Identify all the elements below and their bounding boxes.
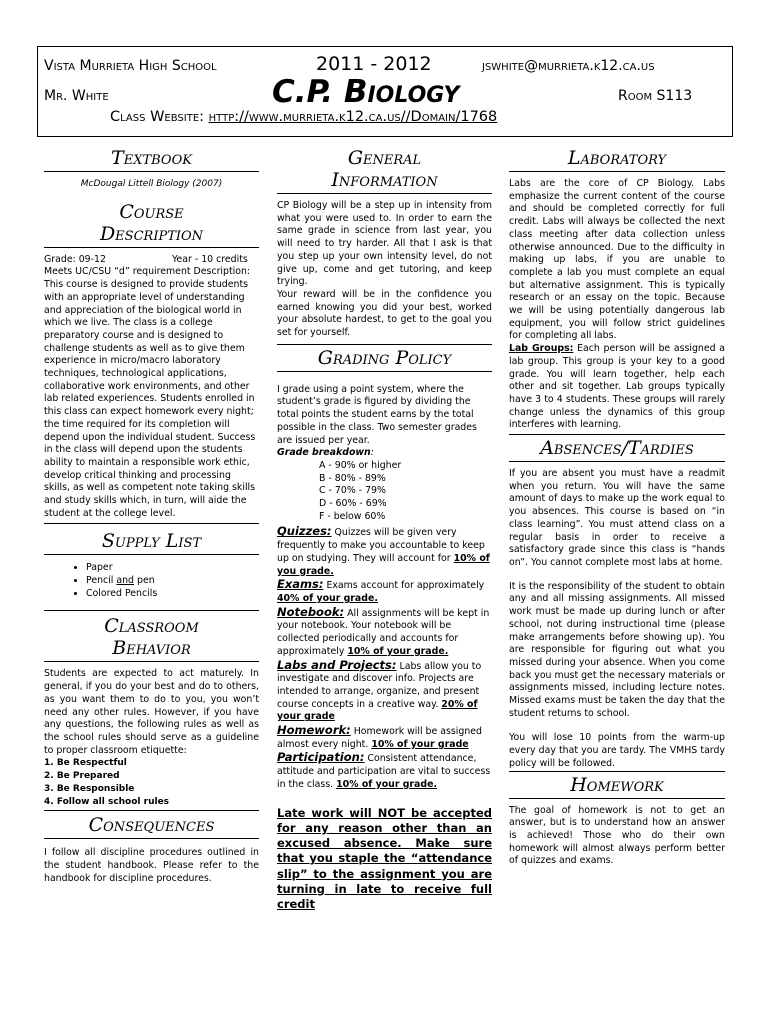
textbook-name: McDougal Littell Biology (2007)	[80, 179, 223, 189]
grade-row: C - 70% - 79%	[319, 485, 386, 497]
credits: Year - 10 credits	[172, 253, 248, 265]
grade-row: D - 60% - 69%	[319, 498, 387, 510]
participation-pct: 10% of your grade.	[336, 778, 438, 790]
behavior-heading-line2: Behavior	[112, 637, 191, 660]
course-heading-line1: Course	[119, 200, 184, 223]
notebook-paragraph	[277, 606, 492, 659]
course-heading-line2: Description	[99, 222, 204, 245]
quizzes-label: Quizzes:	[277, 524, 332, 539]
grade-row: A - 90% or higher	[319, 459, 402, 471]
homework-text: The goal of homework is not to get an answer, but is to understand how an answer is achieved! Those who do their own homework will almost always perform better of quizzes and exams.	[509, 804, 725, 867]
absences-text-1: If you are absent you must have a readmit when you return. You will have the same amount of days to make up the work equal to you absences. This course is based on “in class learning”. You must attend class on a regular basis in order to receive a satisfactory grade since this class is “hands on”. You cannot complete most labs at home.	[509, 468, 725, 568]
course-description-heading	[44, 201, 259, 248]
labs-pct: 20% of your grade	[277, 698, 478, 723]
lab-groups-paragraph	[509, 343, 725, 432]
right-column	[509, 147, 725, 868]
labs-label: Labs and Projects:	[277, 657, 397, 672]
breakdown-label-text: Grade breakdown	[277, 447, 371, 459]
grade-row: F - below 60%	[319, 510, 386, 522]
lab-groups-label: Lab Groups:	[509, 343, 574, 355]
homework-pct: 10% of your grade	[371, 738, 469, 750]
grading-text: I grade using a point system, where the student’s grade is figured by dividing the total points the student earns by the total possible in the class. Two semester grades are issued per year.	[277, 383, 477, 446]
behavior-text: Students are expected to act maturely. In general, if you do your best and do to others, as you want them to do to you, you won’t need any other rules. However, if you have any questions, the following rules as well as the school rules should serve as a guideline to proper classroom etiquette:	[44, 668, 259, 756]
middle-column	[277, 147, 492, 913]
room-number: Room S113	[618, 88, 693, 104]
textbook-heading: Textbook	[44, 147, 259, 172]
teacher-email: jswhite@murrieta.k12.ca.us	[482, 58, 655, 74]
quizzes-paragraph	[277, 525, 492, 578]
supply-text-underlined: and	[116, 575, 135, 587]
homework-label: Homework:	[277, 723, 351, 738]
quizzes-pct: 10% of you grade.	[277, 552, 490, 577]
website-label: Class Website:	[110, 109, 205, 125]
supply-text: pen	[134, 575, 155, 587]
grade-breakdown-label: Grade breakdown:	[277, 447, 374, 459]
teacher-name: Mr. White	[44, 88, 109, 104]
participation-text: Consistent attendance, attitude and participation are vital to success in the class.	[277, 753, 491, 790]
supply-item: • Paper	[86, 561, 259, 574]
notebook-text: All assignments will be kept in your notebook. Your notebook will be collected periodically and accounts for approximately	[277, 607, 490, 657]
homework-text: Homework will be assigned almost every night.	[277, 726, 482, 750]
supply-list-heading: Supply List	[44, 530, 259, 555]
general-heading-line2: Information	[331, 169, 438, 191]
absences-text-2: It is the responsibility of the student to obtain any and all missing assignments. All missed work must be made up during lunch or after school, not during instructional time (please make arrangements before showing up). You are responsible for figuring out what you missed during your absence. When you come back you must get the necessary materials or assignments missed, including lecture notes. Missed exams must be taken the day that the student returns to school.	[509, 580, 725, 719]
left-column	[44, 147, 259, 885]
participation-label: Participation:	[277, 750, 365, 765]
rule-item: 4. Follow all school rules	[44, 796, 259, 812]
participation-paragraph	[277, 751, 492, 791]
class-website	[110, 109, 497, 125]
supply-item: • Colored Pencils	[86, 587, 259, 600]
grade-breakdown-list	[277, 460, 492, 524]
rule-item: 3. Be Responsible	[44, 783, 135, 794]
exams-label: Exams:	[277, 577, 324, 592]
general-heading-line1: General	[347, 147, 422, 169]
supply-list	[44, 561, 259, 600]
supply-item	[86, 574, 259, 587]
classroom-behavior-heading	[44, 610, 259, 662]
labs-paragraph	[277, 659, 492, 725]
exams-paragraph	[277, 578, 492, 605]
exams-pct: 40% of your grade.	[277, 592, 378, 604]
quizzes-text: Quizzes will be given very frequently to make you accountable to keep up on studying. They will account for	[277, 527, 485, 564]
rule-item: 2. Be Prepared	[44, 771, 120, 782]
homework-paragraph	[277, 724, 492, 751]
laboratory-text: Labs are the core of CP Biology. Labs emphasize the current content of the course and should be completed correctly for full credit. Labs will always be collected the next class meeting after data collection unless otherwise announced. Due to the difficulty in making up labs, if you are unable to complete a lab you must complete an equal but alternative assignment. This is typically research or an essay on the topic. Because we will be using potentially dangerous lab equipment, you will follow strict guidelines for completing all labs.	[509, 178, 725, 342]
absences-tardies-heading: Absences/Tardies	[509, 434, 725, 462]
grade-level: Grade: 09-12	[44, 253, 106, 265]
rule-item: 1. Be Respectful	[44, 758, 127, 769]
general-text-2: Your reward will be in the confidence you earned knowing you did your best, worked your absolute hardest, to get to the goal you set for yourself.	[277, 288, 492, 339]
tardy-text: You will lose 10 points from the warm-up every day that you are tardy. The VMHS tardy policy will be followed.	[509, 732, 725, 769]
lab-groups-text: Each person will be assigned a lab group. This group is your key to a good grade. You will learn together, help each other and sit together. Lab groups typically have 3 to 4 students. These groups will rarely change unless the dynamics of this group interferes with learning.	[509, 343, 725, 431]
course-description-text: Meets UC/CSU “d” requirement Description: This course is designed to provide students with an appropriate level of understanding and appreciation of the biological world in which we live. The class is a college preparatory course and is designed to challenge students as well as to give them experience in micro/macro laboratory techniques, technological applications, collaborative work environments, and other lab related experiences. Students enrolled in this class can expect homework every night; the time required for its completion will depend upon the individual student. Success in the class will depend upon the students ability to maintain a responsible work ethic, develop critical thinking and processing skills, as well as competent note taking skills and study skills which, in turn, will aide the student at the college level.	[44, 266, 259, 524]
behavior-heading-line1: Classroom	[104, 615, 199, 638]
general-text-1: CP Biology will be a step up in intensity from what you were used to. In order to earn the same grade in science from last year, you will need to try harder. All that I ask is that you step up your own intensity level, do not give up, come and get tutoring, and keep trying.	[277, 200, 492, 288]
laboratory-heading: Laboratory	[509, 147, 725, 172]
course-title: C.P. Biology	[272, 74, 460, 110]
labs-text: Labs allow you to investigate and discover info. Projects are intended to arrange, organize, and present course concepts in a creative way.	[277, 660, 482, 710]
grading-policy-heading: Grading Policy	[277, 344, 492, 372]
consequences-text: I follow all discipline procedures outlined in the student handbook. Please refer to the handbook for discipline procedures.	[44, 847, 259, 884]
website-link[interactable]: http://www.murrieta.k12.ca.us//Domain/1768	[208, 109, 498, 125]
supply-text: Pencil	[86, 575, 117, 587]
late-work-policy: Late work will NOT be accepted for any reason other than an excused absence. Make sure that you staple the “attendance slip” to the assignment you are turning in late to receive full credit	[277, 805, 492, 912]
general-information-heading	[277, 147, 492, 194]
notebook-label: Notebook:	[277, 604, 345, 619]
homework-heading: Homework	[509, 771, 725, 799]
exams-text: Exams account for approximately	[323, 580, 485, 592]
school-year: 2011 - 2012	[316, 53, 432, 75]
consequences-heading: Consequences	[44, 814, 259, 839]
grade-row: B - 80% - 89%	[319, 472, 386, 484]
school-name: Vista Murrieta High School	[44, 58, 217, 74]
notebook-pct: 10% of your grade.	[347, 645, 449, 657]
grade-credits-row	[44, 254, 259, 267]
